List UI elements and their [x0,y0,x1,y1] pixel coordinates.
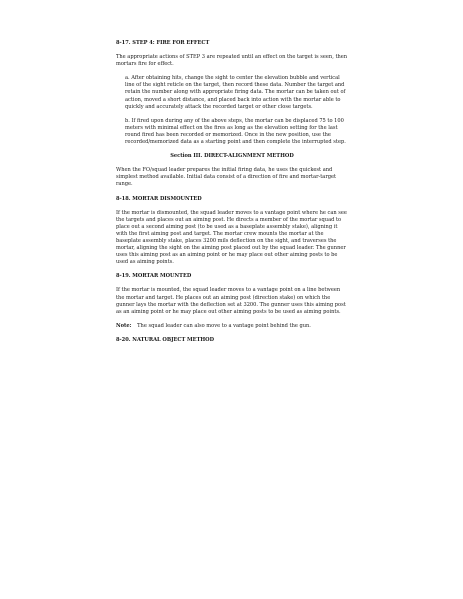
section-heading-8-20: 8-20. NATURAL OBJECT METHOD [116,336,215,343]
paragraph-section-iii-intro: When the FO/squad leader prepares the initial firing data, he uses the quickest and simplest method available. Initial data consist of a direction of fire and mortar-target range. [116,167,337,188]
document-body [116,40,348,351]
section-heading-8-19: 8-19. MORTAR MOUNTED [116,273,192,280]
paragraph-8-18: If the mortar is dismounted, the squad leader moves to a vantage point where he can see the targets and places out an aiming post. He directs a member of the mortar squad to place out a second aiming post (to be used as a baseplate assembly stake), aligning it with the first aiming post and target. The mortar crew mounts the mortar at the baseplate assembly stake, places 3200 mils deflection on the sight, and traverses the mortar, aligning the sight on the aiming post placed out by the squad leader. The gunner uses this aiming post as an aiming point or he may place out other aiming posts to be used as aiming points. [116,209,347,266]
section-heading-8-17: 8-17. STEP 4: FIRE FOR EFFECT [116,40,210,46]
paragraph-8-17-intro: The appropriate actions of STEP 3 are repeated until an effect on the target is seen, then mortars fire for effect. [116,54,348,68]
section-heading-8-18: 8-18. MORTAR DISMOUNTED [116,195,202,202]
paragraph-8-19: If the mortar is mounted, the squad leader moves to a vantage point on a line between the mortar and target. He places out an aiming post (direction stake) on which the gunner lays the mortar with the deflection set at 3200. The gunner uses this aiming post as an aiming point or he may place out other aiming posts to be used as aiming points. [116,287,346,315]
section-title-iii: Section III. DIRECT-ALIGNMENT METHOD [170,153,294,160]
paragraph-8-17-a: a. After obtaining hits, change the sight to center the elevation bubble and vertical line of the sight reticle on the target, then record these data. Number the target and retain the number along with appropriate firing data. The mortar can be taken out of action, moved a short distance, and placed back into action with the mortar able to quickly and accurately attack the recorded target or other close targets. [125,75,346,110]
paragraph-8-17-b: b. If fired upon during any of the above steps, the mortar can be displaced 75 to 100 meters with minimal effect on the fires as long as the elevation setting for the last round fired has been recorded or memorized. Once in the new position, use the recorded/memorized data as a starting point and then complete the interrupted step. [125,117,346,146]
note-label: Note: [116,322,132,329]
note [116,323,348,330]
note-text: The squad leader can also move to a vantage point behind the gun. [137,322,311,329]
